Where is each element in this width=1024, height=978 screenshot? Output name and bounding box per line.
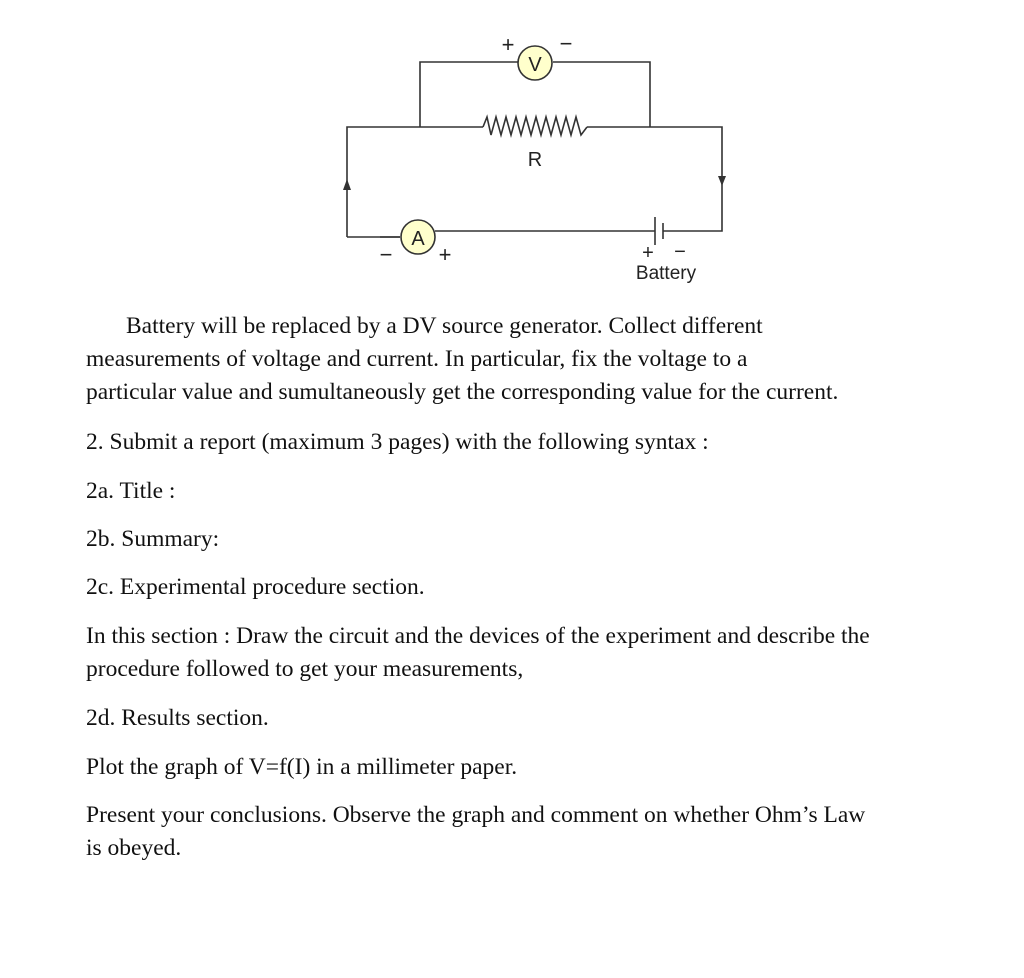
arrow-down (718, 176, 726, 186)
list-item-2: 2. Submit a report (maximum 3 pages) with the following syntax : (86, 429, 709, 455)
procedure-line-1: In this section : Draw the circuit and the devices of the experiment and describe the (86, 623, 870, 649)
voltmeter-plus-sign: + (501, 32, 515, 57)
top-wire-right (587, 127, 722, 231)
intro-paragraph-line-3: particular value and sumultaneously get the corresponding value for the current. (86, 379, 839, 405)
ammeter-plus-sign: + (438, 242, 452, 267)
battery-minus-sign: − (674, 241, 686, 263)
intro-paragraph-line-1: Battery will be replaced by a DV source generator. Collect different (126, 313, 763, 339)
voltmeter-letter: V (528, 54, 542, 76)
ammeter-letter: A (411, 228, 425, 250)
list-item-2b: 2b. Summary: (86, 526, 220, 552)
arrow-up (343, 179, 351, 190)
conclusion-line-2: is obeyed. (86, 835, 182, 861)
voltmeter-wire-left (420, 62, 518, 127)
conclusion-line-1: Present your conclusions. Observe the graph and comment on whether Ohm’s Law (86, 802, 866, 828)
procedure-line-2: procedure followed to get your measurements, (86, 656, 524, 682)
battery-plus-sign: + (642, 242, 654, 264)
plot-instruction: Plot the graph of V=f(I) in a millimeter paper. (86, 754, 518, 780)
circuit-diagram (0, 0, 1024, 300)
voltmeter-minus-sign: − (559, 31, 573, 56)
list-item-2c: 2c. Experimental procedure section. (86, 574, 425, 600)
voltmeter-wire-right (553, 62, 650, 127)
ammeter-minus-sign: − (379, 242, 393, 267)
main-loop (347, 127, 722, 237)
ammeter (380, 220, 452, 267)
voltmeter (502, 31, 573, 80)
list-item-2a: 2a. Title : (86, 478, 176, 504)
battery-label: Battery (635, 263, 697, 284)
resistor-label: R (527, 149, 543, 171)
battery (655, 217, 663, 245)
list-item-2d: 2d. Results section. (86, 705, 269, 731)
resistor (483, 117, 587, 135)
intro-paragraph-line-2: measurements of voltage and current. In particular, fix the voltage to a (86, 346, 748, 372)
